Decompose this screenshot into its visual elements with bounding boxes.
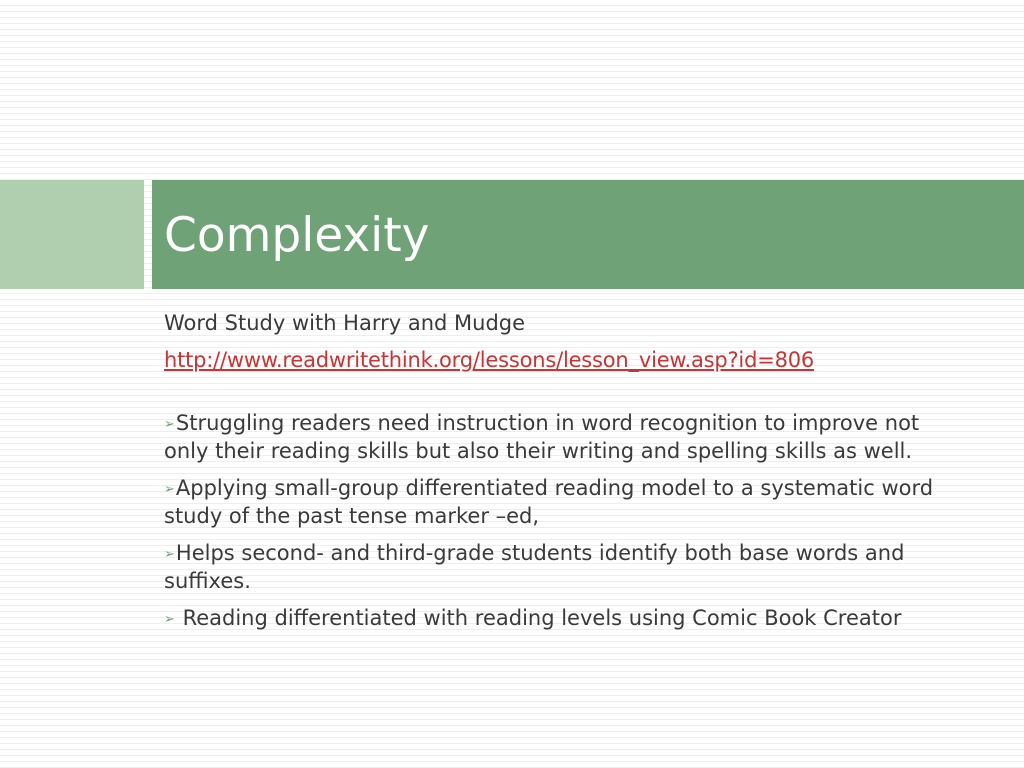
lesson-link[interactable]: http://www.readwritethink.org/lessons/lesson_view.asp?id=806 xyxy=(164,348,815,372)
bullet-item xyxy=(164,605,964,633)
title-bar xyxy=(152,180,1024,289)
bullet-item xyxy=(164,475,964,530)
bullet-text: Struggling readers need instruction in word recognition to improve not only their reading skills but also their writing and spelling skills as well. xyxy=(164,411,920,463)
arrow-bullet-icon: ➢ xyxy=(164,547,175,562)
slide-content xyxy=(164,310,964,643)
bullet-text: Reading differentiated with reading levels using Comic Book Creator xyxy=(175,606,902,630)
arrow-bullet-icon: ➢ xyxy=(164,612,175,627)
link-line xyxy=(164,347,964,374)
slide-title: Complexity xyxy=(164,208,430,263)
arrow-bullet-icon: ➢ xyxy=(164,417,175,432)
spacer xyxy=(164,384,964,410)
bullet-item xyxy=(164,540,964,595)
bullet-list xyxy=(164,410,964,633)
accent-block xyxy=(0,180,144,289)
arrow-bullet-icon: ➢ xyxy=(164,482,175,497)
bullet-item xyxy=(164,410,964,465)
bullet-text: Helps second- and third-grade students identify both base words and suffixes. xyxy=(164,541,905,593)
subtitle-text: Word Study with Harry and Mudge xyxy=(164,311,526,335)
bullet-text: Applying small-group differentiated reading model to a systematic word study of the past tense marker –ed, xyxy=(164,476,934,528)
